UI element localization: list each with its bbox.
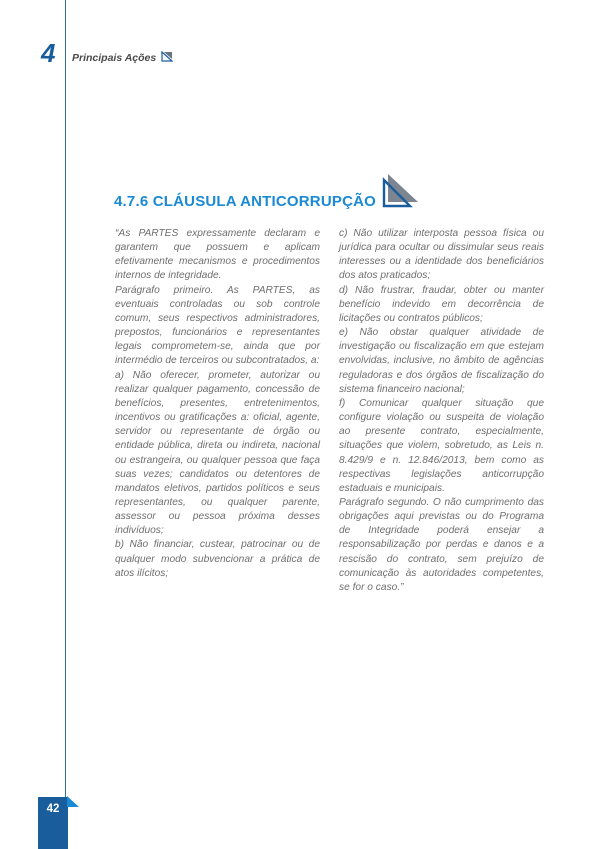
chapter-title: Principais Ações xyxy=(72,52,157,64)
triangle-mark-icon xyxy=(66,795,80,809)
paragraph: Parágrafo primeiro. As PARTES, as eventuais controladas ou sob controle comum, seus respectivos administradores, prepostos, funcionários e representantes legais comprometem-se, ainda que por intermédio de terceiros ou subcontratados, a: xyxy=(115,284,320,367)
paragraph: b) Não financiar, custear, patrocinar ou de qualquer modo subvencionar a prática de atos ilícitos; xyxy=(115,539,320,579)
paragraph: e) Não obstar qualquer atividade de investigação ou fiscalização em que estejam envolvidas, inclusive, no âmbito de agências reguladoras e dos órgãos de fiscalização do sistema financeiro nacional; xyxy=(339,327,544,395)
chapter-title-wrap xyxy=(72,51,173,64)
paragraph: a) Não oferecer, prometer, autorizar ou realizar qualquer pagamento, concessão de benefícios, presentes, entretenimentos, incentivos ou gratificações a: oficial, agente, servidor ou representante de órgão ou entidade pública, direta ou indireta, nacional ou estrangeira, ou qualquer pessoa que faça suas vezes; candidatos ou detentores de mandatos eletivos, partidos políticos e seus representantes, ou qualquer parente, assessor ou pessoa próxima desses indivíduos; xyxy=(115,369,320,537)
left-column xyxy=(115,227,320,581)
header-divider-line xyxy=(65,0,66,849)
triangle-mark-icon xyxy=(382,172,420,210)
page-number: 42 xyxy=(46,803,60,815)
paragraph: “As PARTES expressamente declaram e garantem que possuem e aplicam efetivamente mecanismos e procedimentos internos de integridade. xyxy=(115,228,320,282)
page-number-box xyxy=(38,797,68,849)
triangle-mark-icon xyxy=(161,51,173,62)
paragraph: Parágrafo segundo. O não cumprimento das obrigações aqui previstas ou do Programa de Integridade poderá ensejar a responsabilização por perdas e danos e a rescisão do contrato, sem prejuízo de comunicação às autoridades competentes, se for o caso.” xyxy=(339,496,544,593)
section-heading: 4.7.6 CLÁUSULA ANTICORRUPÇÃO xyxy=(114,193,377,210)
paragraph: c) Não utilizar interposta pessoa física ou jurídica para ocultar ou dissimular seus reais interesses ou a identidade dos beneficiários dos atos praticados; xyxy=(339,228,544,282)
right-column xyxy=(339,227,544,595)
paragraph: f) Comunicar qualquer situação que configure violação ou suspeita de violação ao presente contrato, especialmente, situações que violem, sobretudo, as Leis n. 8.429/9 e n. 12.846/2013, bem como as respectivas legislações anticorrupção estaduais e municipais. xyxy=(339,397,544,494)
paragraph: d) Não frustrar, fraudar, obter ou manter benefício indevido em decorrência de licitações ou contratos públicos; xyxy=(339,284,544,324)
chapter-number: 4 xyxy=(41,38,56,68)
